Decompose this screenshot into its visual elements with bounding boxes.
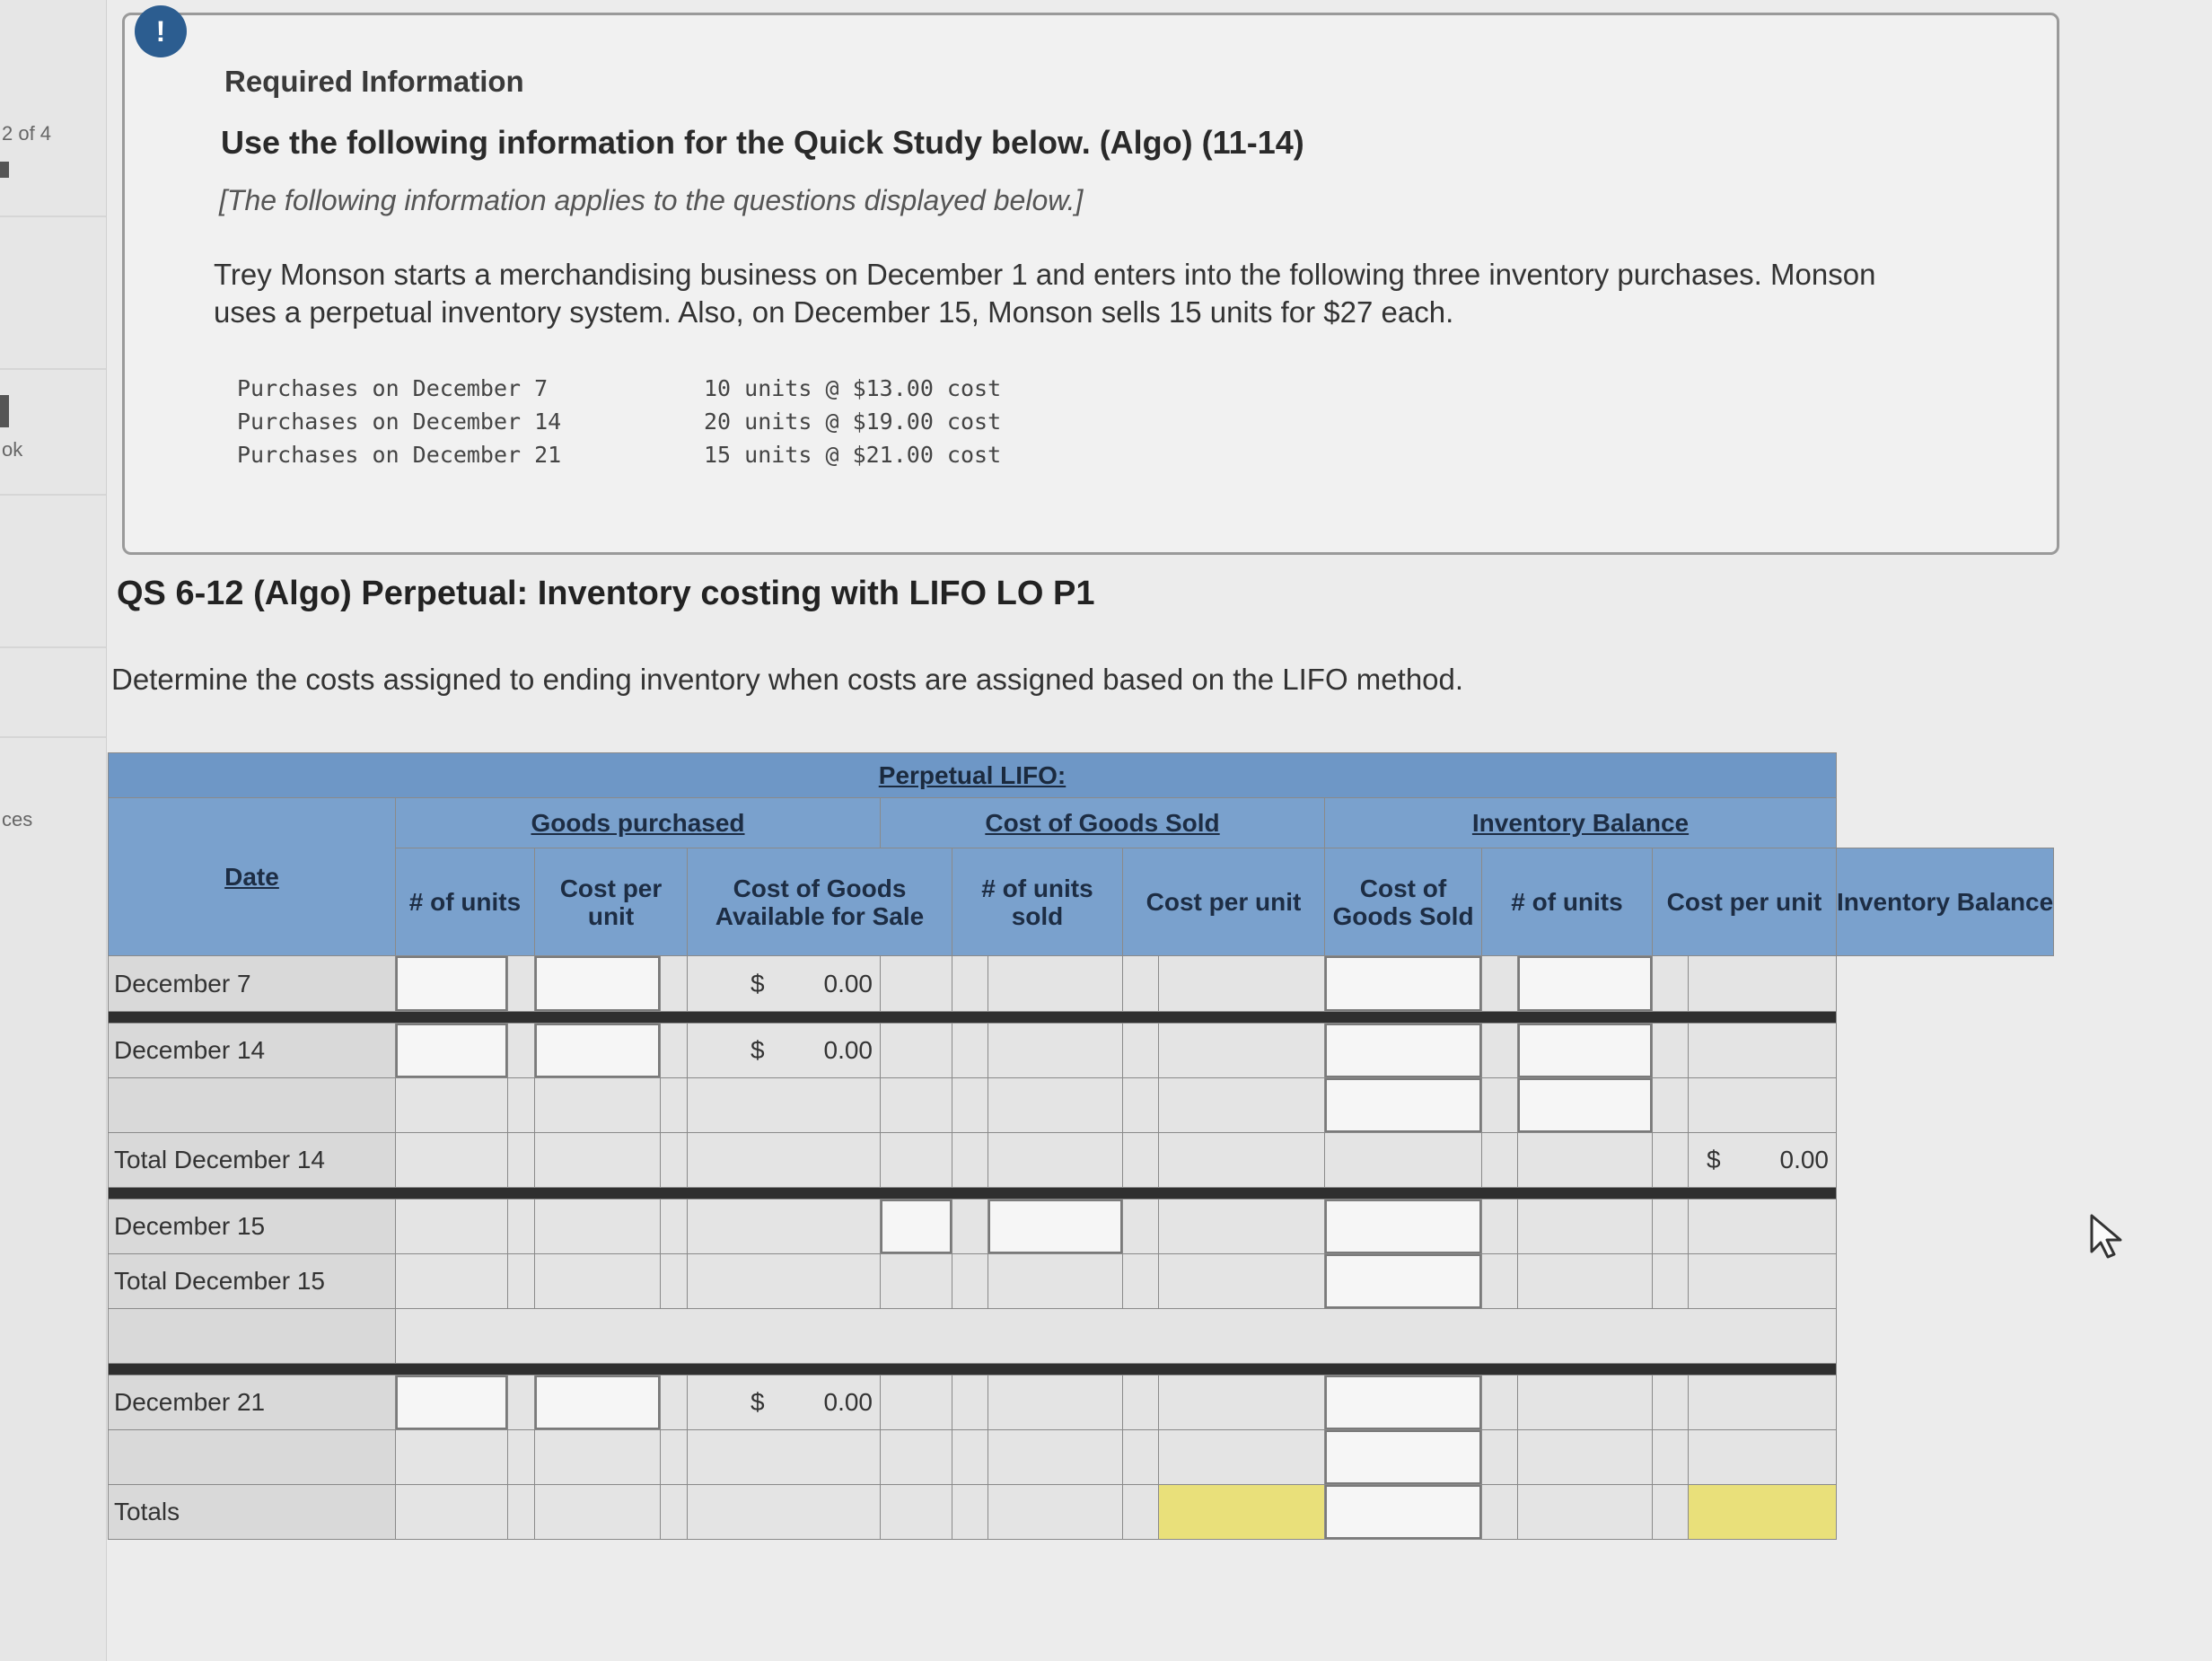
cell [508, 1200, 535, 1254]
cell [535, 1078, 661, 1133]
cell [1123, 1375, 1159, 1430]
cell [952, 1485, 988, 1540]
cell [1653, 1078, 1689, 1133]
info-title: Use the following information for the Quick Study below. (Algo) (11-14) [221, 124, 1304, 161]
cell [661, 1024, 688, 1078]
dec21-balance-units-input-1[interactable] [1325, 1375, 1482, 1430]
dec14-cogas-value: $ 0.00 [688, 1024, 881, 1078]
cell [1159, 1254, 1325, 1309]
col-balance-cost-per-unit: Cost per unit [1653, 848, 1837, 956]
col-cost-per-unit: Cost per unit [535, 848, 688, 956]
cell [1159, 1200, 1325, 1254]
group-goods-purchased: Goods purchased [396, 798, 881, 848]
cell [881, 1078, 952, 1133]
cell [1123, 956, 1159, 1012]
cell [988, 1375, 1123, 1430]
lifo-table [108, 752, 2054, 1540]
cell [1159, 1133, 1325, 1188]
dec14-balance-cost-input-1[interactable] [1518, 1024, 1653, 1078]
info-paragraph: Trey Monson starts a merchandising business on December 1 and enters into the following three inventory purchases. Monson uses a perpetual inventory system. Also, on December 15, Monson sells 15 units for $27 each. [214, 258, 1876, 329]
cell [881, 1254, 952, 1309]
cell [1518, 1430, 1653, 1485]
purchase-label: Purchases on December 14 [237, 409, 562, 435]
purchase-row [237, 442, 1063, 475]
cell [1159, 1375, 1325, 1430]
dec7-cogas-value: $ 0.00 [688, 956, 881, 1012]
cell [1689, 1200, 1837, 1254]
cell [688, 1133, 881, 1188]
cell [1123, 1430, 1159, 1485]
cell [988, 1024, 1123, 1078]
question-title: QS 6-12 (Algo) Perpetual: Inventory costing with LIFO LO P1 [117, 575, 1095, 612]
row-separator [109, 1012, 1837, 1024]
cell [1325, 1133, 1482, 1188]
cell [508, 1254, 535, 1309]
cell [1482, 1024, 1518, 1078]
cell [1518, 1200, 1653, 1254]
row-label-dec7: December 7 [109, 956, 396, 1012]
row-label-dec14-sub [109, 1078, 396, 1133]
cell [1123, 1200, 1159, 1254]
cell [1689, 1375, 1837, 1430]
cell [1159, 1430, 1325, 1485]
cell [508, 1078, 535, 1133]
cell [661, 1078, 688, 1133]
cell [688, 1254, 881, 1309]
col-cogs-cost-per-unit: Cost per unit [1123, 848, 1325, 956]
cell [661, 1375, 688, 1430]
row-separator [109, 1188, 1837, 1200]
cell [396, 1133, 508, 1188]
cell [1482, 1200, 1518, 1254]
cell [1653, 1200, 1689, 1254]
row-label-total-dec14: Total December 14 [109, 1133, 396, 1188]
cell [988, 1254, 1123, 1309]
purchase-label: Purchases on December 21 [237, 442, 562, 468]
rail-marker [0, 395, 9, 427]
rail-marker [0, 162, 9, 178]
cell [952, 1133, 988, 1188]
cell [396, 1200, 508, 1254]
cell [1123, 1133, 1159, 1188]
dec7-units-input[interactable] [396, 956, 508, 1012]
cell [952, 1375, 988, 1430]
cell [1159, 1078, 1325, 1133]
cell [396, 1078, 508, 1133]
cell [661, 956, 688, 1012]
cell [1518, 1254, 1653, 1309]
purchases-list [237, 375, 1063, 475]
cell [508, 1485, 535, 1540]
col-date: Date [109, 798, 396, 956]
dec15-cogs-cost-input[interactable] [988, 1200, 1123, 1254]
rail-divider [0, 368, 106, 370]
group-inventory-balance: Inventory Balance [1325, 798, 1837, 848]
cell [1123, 1078, 1159, 1133]
cell [1123, 1485, 1159, 1540]
total-dec14-balance-value: $ 0.00 [1689, 1133, 1837, 1188]
dec14-cost-input[interactable] [535, 1024, 661, 1078]
cell [952, 1430, 988, 1485]
cell [688, 1430, 881, 1485]
purchase-detail: 10 units @ $13.00 cost [704, 375, 1002, 401]
rail-item-ok[interactable]: ok [2, 438, 23, 461]
col-units-sold: # of units sold [952, 848, 1123, 956]
cell [688, 1200, 881, 1254]
col-inventory-balance: Inventory Balance [1837, 848, 2054, 956]
cell [396, 1254, 508, 1309]
cell [1689, 1254, 1837, 1309]
cell [1123, 1024, 1159, 1078]
table-top-header: Perpetual LIFO: [109, 753, 1837, 798]
dec14-balance-units-input-1[interactable] [1325, 1024, 1482, 1078]
cell [688, 1078, 881, 1133]
cell [952, 956, 988, 1012]
cell [1689, 1430, 1837, 1485]
dec15-units-sold-input[interactable] [881, 1200, 952, 1254]
row-label-dec21-sub [109, 1430, 396, 1485]
cell [508, 1375, 535, 1430]
cell [1482, 1375, 1518, 1430]
question-text: Determine the costs assigned to ending inventory when costs are assigned based on the LIFO method. [111, 663, 1464, 696]
col-balance-units: # of units [1482, 848, 1653, 956]
row-separator [109, 1364, 1837, 1375]
cell [508, 956, 535, 1012]
rail-divider [0, 736, 106, 738]
cell [952, 1024, 988, 1078]
cell [1653, 1375, 1689, 1430]
mouse-cursor-icon [2088, 1212, 2129, 1261]
cell [508, 1430, 535, 1485]
row-label-dec21: December 21 [109, 1375, 396, 1430]
lifo-worksheet [108, 752, 2054, 1540]
row-label-dec14: December 14 [109, 1024, 396, 1078]
cell [1159, 1024, 1325, 1078]
cell [1518, 1133, 1653, 1188]
dec21-units-input[interactable] [396, 1375, 508, 1430]
cell [661, 1133, 688, 1188]
cell [881, 1024, 952, 1078]
cell [1482, 956, 1518, 1012]
purchase-detail: 20 units @ $19.00 cost [704, 409, 1002, 435]
cell [1689, 1078, 1837, 1133]
cell [661, 1254, 688, 1309]
dec14-units-input[interactable] [396, 1024, 508, 1078]
cell [1159, 956, 1325, 1012]
cell [1653, 1024, 1689, 1078]
rail-item-ces[interactable]: ces [2, 808, 33, 830]
dec21-balance-units-input-2[interactable] [1325, 1430, 1482, 1485]
row-label-dec15: December 15 [109, 1200, 396, 1254]
total-cogs-answer[interactable] [1159, 1485, 1325, 1540]
dec7-balance-cost-input[interactable] [1518, 956, 1653, 1012]
cell [535, 1200, 661, 1254]
total-inventory-balance-answer[interactable] [1689, 1485, 1837, 1540]
cell [1689, 1024, 1837, 1078]
question-counter[interactable]: 2 of 4 [2, 122, 52, 145]
left-rail [0, 0, 107, 1661]
cell [881, 1485, 952, 1540]
dec14-balance-cost-input-2[interactable] [1518, 1078, 1653, 1133]
row-label-blank [109, 1309, 396, 1364]
cell [396, 1485, 508, 1540]
purchase-label: Purchases on December 7 [237, 375, 549, 401]
info-heading: Required Information [224, 65, 524, 98]
cell [881, 956, 952, 1012]
row-label-totals: Totals [109, 1485, 396, 1540]
col-cogs: Cost of Goods Sold [1325, 848, 1482, 956]
cell [661, 1200, 688, 1254]
cell [1689, 956, 1837, 1012]
cell [1653, 1430, 1689, 1485]
cell [508, 1133, 535, 1188]
info-note: [The following information applies to the questions displayed below.] [219, 184, 1084, 216]
cell [396, 1309, 1837, 1364]
purchase-detail: 15 units @ $21.00 cost [704, 442, 1002, 468]
cell [688, 1485, 881, 1540]
cell [1482, 1430, 1518, 1485]
dec21-cogas-value: $ 0.00 [688, 1375, 881, 1430]
cell [1482, 1133, 1518, 1188]
cell [881, 1430, 952, 1485]
cell [1653, 1485, 1689, 1540]
cell [952, 1254, 988, 1309]
cell [988, 1133, 1123, 1188]
cell [988, 1078, 1123, 1133]
purchase-row [237, 375, 1063, 409]
alert-icon: ! [135, 5, 187, 57]
col-units: # of units [396, 848, 535, 956]
rail-divider [0, 494, 106, 496]
cell [881, 1375, 952, 1430]
dec14-balance-units-input-2[interactable] [1325, 1078, 1482, 1133]
dec15-balance-units-input-2[interactable] [1325, 1254, 1482, 1309]
cell [952, 1200, 988, 1254]
cell [1653, 1133, 1689, 1188]
cell [988, 1485, 1123, 1540]
dec7-balance-units-input[interactable] [1325, 956, 1482, 1012]
group-cogs: Cost of Goods Sold [881, 798, 1325, 848]
cell [535, 1254, 661, 1309]
purchase-row [237, 409, 1063, 442]
cell [661, 1485, 688, 1540]
cell [1482, 1078, 1518, 1133]
cell [988, 1430, 1123, 1485]
dec21-cost-input[interactable] [535, 1375, 661, 1430]
cell [535, 1133, 661, 1188]
cell [1482, 1254, 1518, 1309]
cell [535, 1430, 661, 1485]
rail-divider [0, 215, 106, 217]
cell [508, 1024, 535, 1078]
cell [535, 1485, 661, 1540]
cell [1482, 1485, 1518, 1540]
cell [1123, 1254, 1159, 1309]
cell [988, 956, 1123, 1012]
cell [1653, 956, 1689, 1012]
cell [881, 1133, 952, 1188]
cell [1518, 1375, 1653, 1430]
rail-divider [0, 646, 106, 648]
cell [1653, 1254, 1689, 1309]
dec7-cost-input[interactable] [535, 956, 661, 1012]
cell [1518, 1485, 1653, 1540]
dec15-balance-units-input-1[interactable] [1325, 1200, 1482, 1254]
col-cogas: Cost of Goods Available for Sale [688, 848, 952, 956]
totals-balance-units-input[interactable] [1325, 1485, 1482, 1540]
row-label-total-dec15: Total December 15 [109, 1254, 396, 1309]
cell [396, 1430, 508, 1485]
cell [952, 1078, 988, 1133]
cell [661, 1430, 688, 1485]
